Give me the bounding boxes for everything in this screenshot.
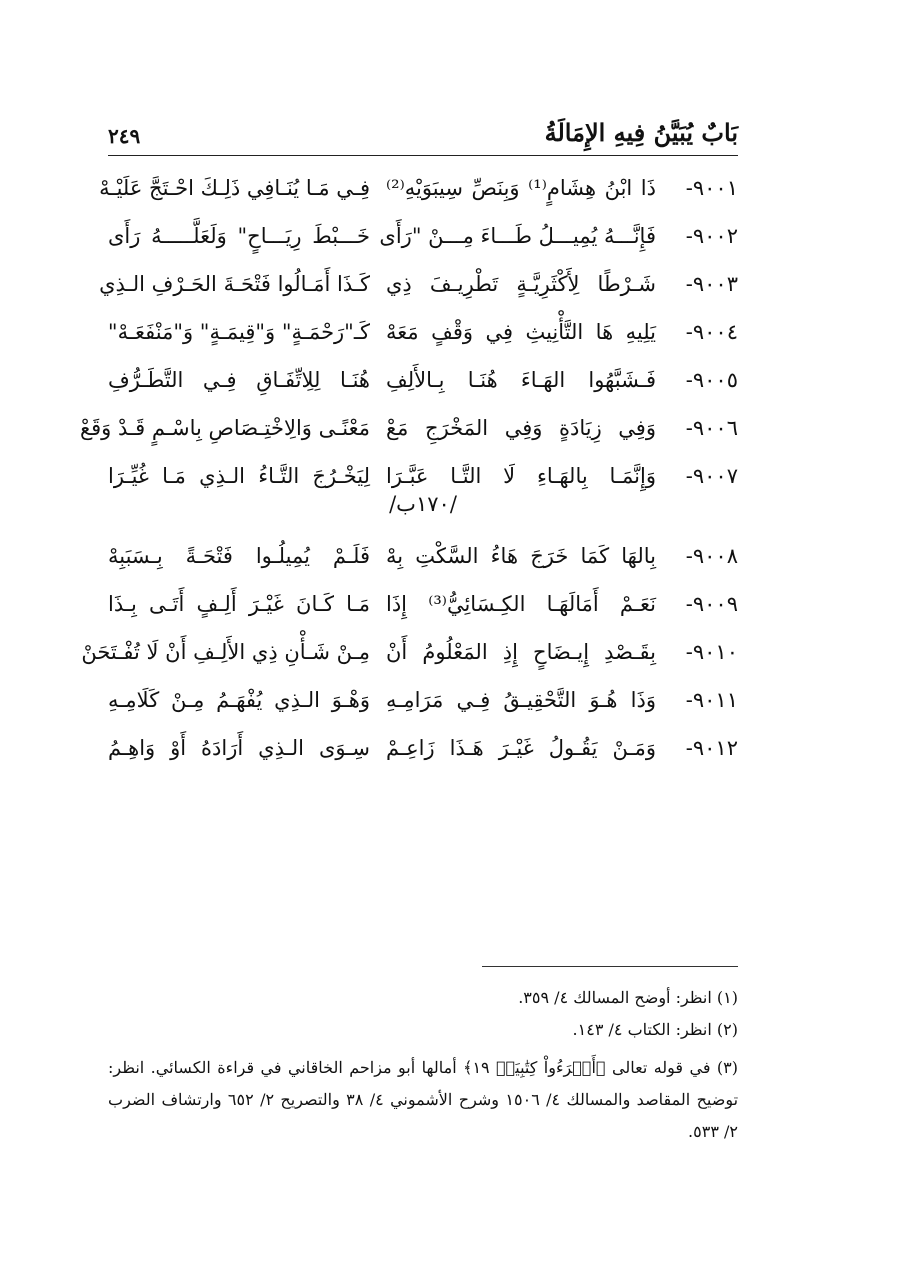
verse-line	[79, 408, 738, 454]
verse-line	[108, 216, 738, 262]
verse-number: ٩٠٠١-	[685, 176, 738, 200]
verse-number: ٩٠٠٩-	[685, 592, 738, 616]
second-hemistich: مِـنْ شَـأْنِ ذِي الأَلِـفِ أَنْ لَا تُفْـتَحَنْ	[81, 640, 370, 664]
verse-number: ٩٠٠٧-	[685, 464, 738, 488]
verse-line	[108, 360, 738, 406]
second-hemistich: خَـــبْطَ رِيَـــاحٍ" وَلَعَلَّـــــهُ رَأَى	[108, 224, 370, 248]
verse-number: ٩٠١٠-	[685, 640, 738, 664]
first-hemistich: وَذَا هُـوَ التَّحْقِيـقُ فِـي مَرَامِـهِ	[386, 688, 656, 712]
second-hemistich: هُنَـا لِلِاتِّفَـاقِ فِـي التَّطَـرُّفِ	[108, 368, 370, 392]
footnote: (٢) انظر: الكتاب ٤/ ١٤٣.	[572, 1020, 738, 1039]
second-hemistich: فَلَـمْ يُمِيلُـوا فَتْحَـةً بِـسَبَبِهْ	[108, 544, 370, 568]
verse-number: ٩٠٠٥-	[685, 368, 738, 392]
verse-line	[108, 584, 738, 630]
page-number: ٢٤٩	[108, 124, 141, 148]
first-hemistich: وَفِي زِيَادَةٍ وَفِي المَخْرَجِ مَعْ	[386, 416, 656, 440]
verse-number: ٩٠٠٢-	[685, 224, 738, 248]
first-hemistich: بِالهَا كَمَا خَرَجَ هَاءُ السَّكْتِ بِهْ	[386, 544, 656, 568]
second-hemistich: وَهْـوَ الـذِي يُفْهَـمُ مِـنْ كَلَامِـهِ	[108, 688, 370, 712]
first-hemistich: شَـرْطًا لِأَكْثَرِيَّـةٍ تَطْرِيـفَ ذِي	[386, 272, 656, 296]
verse-number: ٩٠٠٦-	[685, 416, 738, 440]
verse-number: ٩٠١٢-	[685, 736, 738, 760]
footnote: (١) انظر: أوضح المسالك ٤/ ٣٥٩.	[518, 988, 738, 1007]
first-hemistich: ذَا ابْنُ هِشَامٍ⁽¹⁾ وَبِنَصِّ سِيبَوَيْهِ⁽²⁾	[386, 176, 656, 200]
verse-line	[99, 168, 738, 214]
first-hemistich: وَمَـنْ يَقُـولُ غَيْـرَ هَـذَا زَاعِـمْ	[386, 736, 656, 760]
verse-number: ٩٠١١-	[685, 688, 738, 712]
first-hemistich: فَإِنَّـــهُ يُمِيـــلُ طَـــاءَ مِـــنْ "رَأَى	[379, 224, 656, 248]
verse-line	[99, 264, 738, 310]
footnote-rule	[482, 966, 738, 967]
second-hemistich: كَـ"رَحْمَـةٍ" وَ"قِيمَـةٍ" وَ"مَنْفَعَـهْ"	[107, 320, 370, 344]
first-hemistich: بِقَـصْدِ إِيـضَاحٍ إِذِ المَعْلُومُ أَنْ	[386, 640, 656, 664]
verse-number: ٩٠٠٣-	[685, 272, 738, 296]
second-hemistich: مَـا كَـانَ غَيْـرَ أَلِـفٍ أَتَـى بِـذَا	[108, 592, 370, 616]
first-hemistich: نَعَـمْ أَمَالَهَـا الكِـسَائِيُّ⁽³⁾ إِذَا	[386, 592, 657, 616]
verse-line	[108, 680, 738, 726]
footnote: (٣) في قوله تعالى ﴿أَقۡرَءُواْ كِتَٰبِيَهۡ ١٩﴾ أمالها أبو مزاحم الخاقاني في قراءة الكسائي. انظر: توضيح المقاصد والمسالك ٤/ ١٥٠٦ وشرح الأشموني ٤/ ٣٨ والتصريح ٢/ ٦٥٢ وارتشاف الضرب ٢/ ٥٣٣.	[108, 1058, 739, 1141]
first-hemistich: وَإِنَّمَـا بِالهَـاءِ لَا التَّـا عَبَّـرَا	[386, 464, 656, 488]
header-rule	[108, 155, 738, 156]
page-header	[108, 118, 738, 152]
second-hemistich: كَـذَا أَمَـالُوا فَتْحَـةَ الحَـرْفِ الـذِي	[99, 272, 370, 296]
first-hemistich: فَـشَبَّهُوا الهَـاءَ هُنَـا بِـالأَلِفِ	[386, 368, 656, 392]
verse-line	[108, 728, 738, 774]
first-hemistich: يَلِيهِ هَا التَّأْنِيثِ فِي وَقْفٍ مَعَهْ	[386, 320, 656, 344]
verse-line	[81, 632, 738, 678]
second-hemistich: مَعْنًـى وَالِاخْتِـصَاصِ بِاسْـمٍ قَـدْ وَقَعْ	[79, 416, 370, 440]
folio-marker: /١٧٠ب/	[389, 492, 457, 516]
verse-number: ٩٠٠٤-	[685, 320, 738, 344]
verse-line	[108, 312, 738, 358]
second-hemistich: سِـوَى الـذِي أَرَادَهُ أَوْ وَاهِـمُ	[108, 736, 370, 760]
second-hemistich: فِـي مَـا يُنَـافِي ذَلِـكَ احْـتَجَّ عَلَيْـهْ	[99, 176, 370, 200]
verse-line	[108, 536, 738, 582]
second-hemistich: لِيَخْـرُجَ التَّـاءُ الـذِي مَـا غُيِّـرَا	[108, 464, 370, 488]
verse-number: ٩٠٠٨-	[685, 544, 738, 568]
chapter-title: بَابٌ يُبَيَّنُ فِيهِ الإِمَالَةُ	[544, 118, 738, 147]
